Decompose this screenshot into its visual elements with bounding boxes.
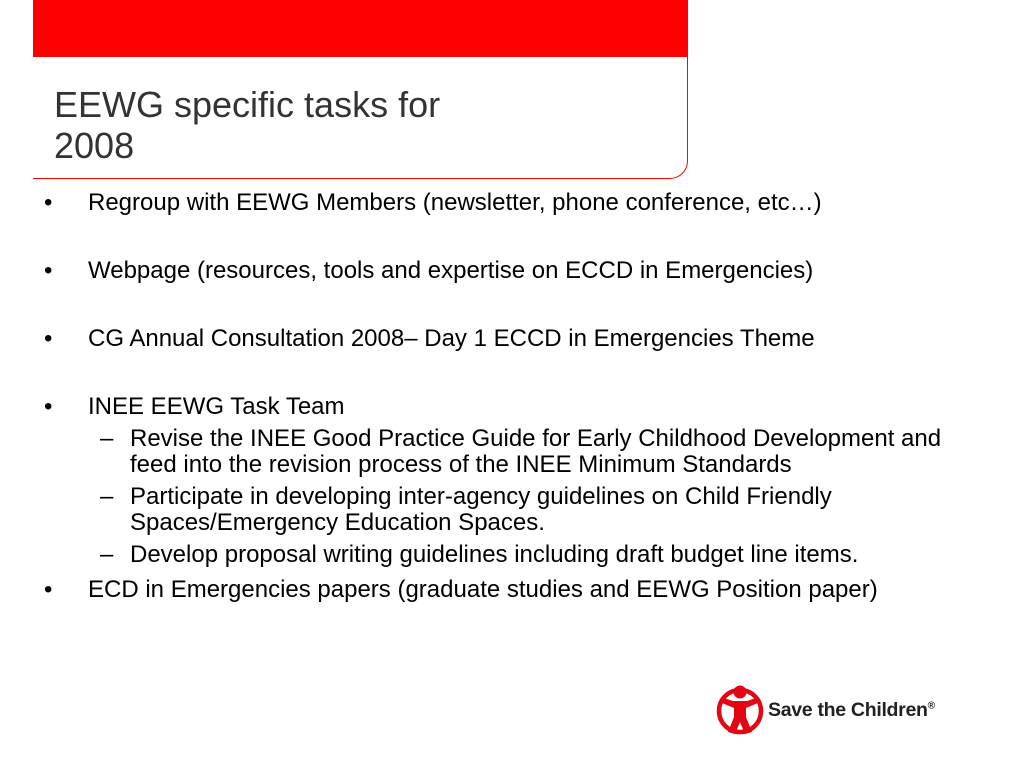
bullet-item [40,393,980,420]
sub-bullet-symbol: – [100,425,114,452]
bullet-item [40,189,980,216]
registered-mark: ® [927,700,935,711]
bullet-text: Regroup with EEWG Members (newsletter, phone conference, etc…) [88,189,822,216]
save-the-children-logo [716,684,935,736]
bullet-symbol: • [44,257,53,284]
bullet-item [40,325,980,352]
bullet-symbol: • [44,189,53,216]
bullet-symbol: • [44,576,53,603]
sub-bullet-text: Develop proposal writing guidelines including draft budget line items. [130,541,859,568]
sub-bullet-item [100,426,980,478]
bullet-symbol: • [44,393,53,420]
sub-bullet-text: Participate in developing inter-agency guidelines on Child Friendly Spaces/Emergency Education Spaces. [130,483,832,536]
sub-bullet-item [100,484,980,536]
bullet-list [40,189,980,603]
bullet-text: CG Annual Consultation 2008– Day 1 ECCD in Emergencies Theme [88,325,815,352]
bullet-text: Webpage (resources, tools and expertise on ECCD in Emergencies) [88,257,814,284]
logo-wordmark: Save the Children [768,698,928,721]
slide-title: EEWG specific tasks for 2008 [54,84,441,166]
logo-text [768,699,935,722]
bullet-symbol: • [44,325,53,352]
sub-bullet-symbol: – [100,483,114,510]
sub-bullet-symbol: – [100,541,114,568]
sub-bullet-text: Revise the INEE Good Practice Guide for Early Childhood Development and feed into the revision process of the INEE Minimum Standards [130,425,942,478]
header-red-bar [33,0,688,57]
bullet-item [40,576,980,603]
bullet-text: INEE EEWG Task Team [88,393,345,420]
child-figure-icon [716,684,764,736]
sub-bullet-item [100,542,980,568]
bullet-item [40,257,980,284]
bullet-text: ECD in Emergencies papers (graduate studies and EEWG Position paper) [88,576,878,603]
